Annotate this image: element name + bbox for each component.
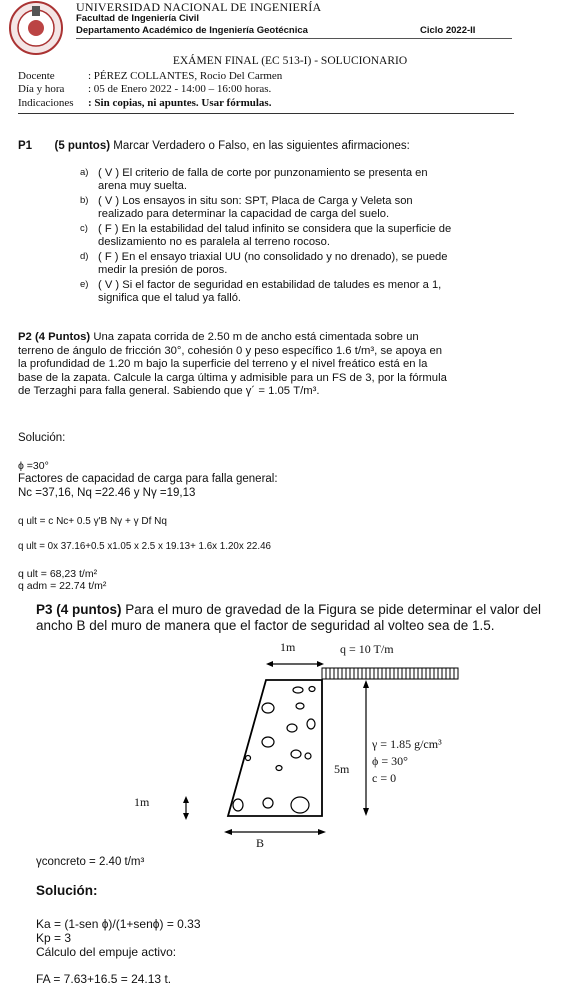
cycle-label: Ciclo 2022-II (420, 25, 476, 36)
p2-label: P2 (18, 331, 32, 343)
solution-2-title: Solución: (36, 883, 98, 898)
figure-phi-label: ϕ = 30° (372, 754, 408, 768)
qult-substitution: q ult = 0x 37.16+0.5 x1.05 x 2.5 x 19.13+ 1.6x 1.20x 22.46 (18, 541, 272, 552)
docente-key: Docente (18, 70, 55, 82)
exam-title: EXÁMEN FINAL (EC 513-I) - SOLUCIONARIO (172, 55, 408, 67)
qult-formula: q ult = c Nc+ 0.5 γ'B Nγ + γ Df Nq (18, 516, 167, 527)
p1-text: Marcar Verdadero o Falso, en las siguientes afirmaciones: (113, 140, 410, 152)
figure-height-label: 5m (334, 762, 350, 776)
p1-item-d: d) ( F ) En el ensayo triaxial UU (no consolidado y no drenado), se puede medir la presión de poros. (80, 251, 448, 276)
p2-statement: P2 (4 Puntos) Una zapata corrida de 2.50 m de ancho está cimentada sobre un terreno de ángulo de fricción 30°, cohesión 0 y peso específico 1.6 t/m³, se apoya en la profundidad de 1.20 m bajo la superficie del terreno y el nivel freático está en la base de la zapata. Calcule la carga última y admisible para un FS de 3, por la fórmula de Terzaghi para falla general. Sabiendo que γ´ = 1.05 T/m³. (18, 331, 447, 397)
exam-info (18, 70, 518, 112)
figure-load-label: q = 10 T/m (340, 642, 394, 656)
fecha-value: : 05 de Enero 2022 - 14:00 – 16:00 horas. (88, 83, 272, 95)
p1-item-b: b) ( V ) Los ensayos in situ son: SPT, Placa de Carga y Veleta son realizado para determinar la capacidad de carga del suelo. (80, 195, 413, 220)
department-name: Departamento Académico de Ingeniería Geotécnica (76, 25, 308, 36)
docente-value: : PÉREZ COLLANTES, Rocio Del Carmen (88, 70, 283, 82)
figure-top-dim: 1m (280, 640, 296, 654)
empuje-title: Cálculo del empuje activo: (36, 945, 177, 959)
university-logo (6, 0, 66, 60)
phi-value: ϕ =30° (18, 460, 49, 472)
p3-statement: P3 (4 puntos) Para el muro de gravedad de la Figura se pide determinar el valor del ancho B del muro de manera que el factor de seguridad al volteo sea de 1.5. (36, 602, 542, 633)
figure-c-label: c = 0 (372, 771, 397, 785)
figure-gamma-label: γ = 1.85 g/cm³ (372, 737, 442, 751)
indicaciones-value: : Sin copias, ni apuntes. Usar fórmulas. (88, 97, 272, 109)
indicaciones-key: Indicaciones (18, 97, 74, 109)
p1-item-c: c) ( F ) En la estabilidad del talud infinito se considera que la superficie de deslizamiento no es paralela al terreno rocoso. (80, 223, 452, 248)
p1-item-e: e) ( V ) Si el factor de seguridad en estabilidad de taludes es menor a 1, significa que el talud ya falló. (80, 279, 442, 304)
factors-title: Factores de capacidad de carga para falla general: (18, 473, 278, 485)
gamma-concrete: γconcreto = 2.40 t/m³ (36, 856, 145, 868)
p1-label: P1 (18, 140, 33, 152)
factors-values: Nc =37,16, Nq =22.46 y Nγ =19,13 (18, 487, 196, 499)
ka-value: Ka = (1-sen ϕ)/(1+senϕ) = 0.33 (36, 917, 201, 931)
faculty-name: Facultad de Ingeniería Civil (76, 13, 200, 24)
p1-points: (5 puntos) (54, 140, 111, 152)
p1-item-a: a) ( V ) El criterio de falla de corte por punzonamiento se presenta en arena muy suelta. (80, 167, 428, 192)
p2-points: (4 Puntos) (34, 331, 91, 343)
kp-value: Kp = 3 (36, 931, 72, 945)
p3-label: P3 (36, 602, 53, 617)
solution-1-title: Solución: (18, 432, 66, 444)
fecha-key: Día y hora (18, 83, 65, 95)
figure-width-label: B (256, 836, 265, 850)
figure-base-dim: 1m (134, 795, 150, 809)
meta-divider (18, 113, 514, 114)
p3-points: (4 puntos) (56, 602, 122, 617)
header-divider (76, 38, 512, 39)
fa-value: FA = 7.63+16.5 = 24.13 t. (36, 972, 172, 986)
university-name: UNIVERSIDAD NACIONAL DE INGENIERÍA (76, 0, 322, 14)
p1-heading (18, 139, 538, 153)
qadm-result: q adm = 22.74 t/m² (18, 580, 107, 592)
retaining-wall-figure (0, 640, 580, 860)
qult-result: q ult = 68,23 t/m² (18, 568, 98, 580)
